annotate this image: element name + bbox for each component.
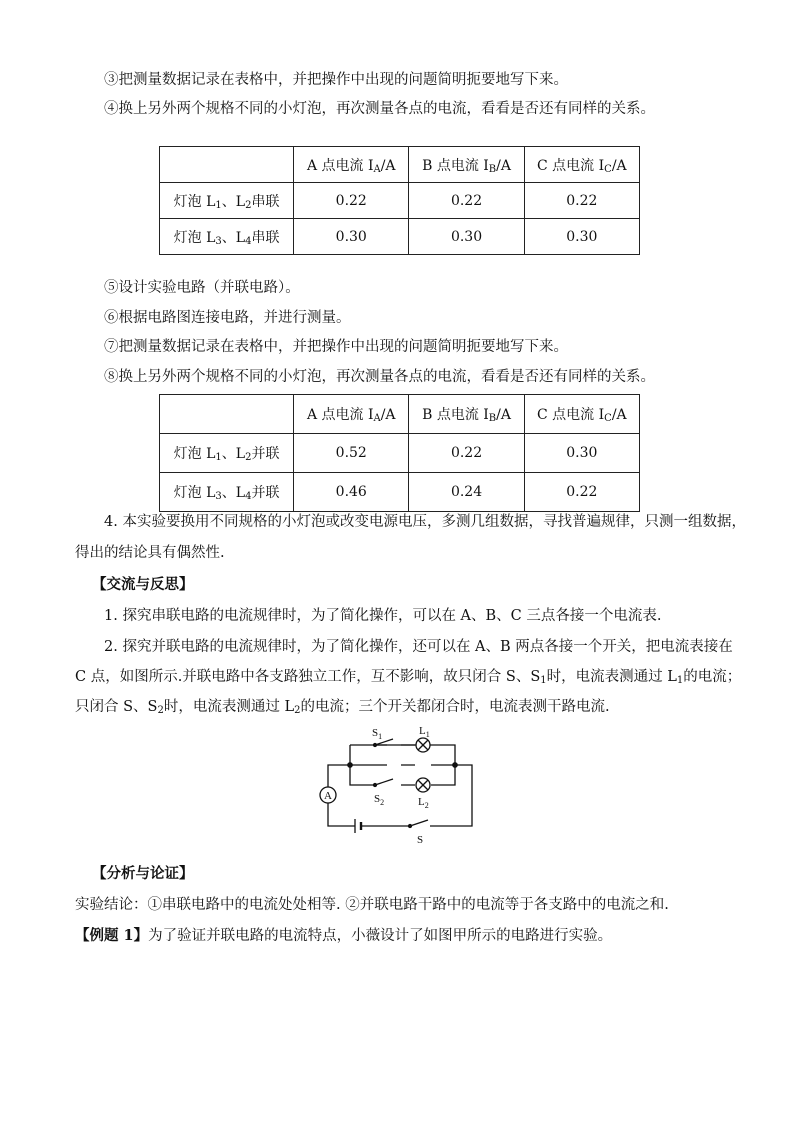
header-a: A 点电流 $I_A/A$ — [294, 147, 409, 183]
reflect-2-line-1: 2. 探究并联电路的电流规律时，为了简化操作，还可以在 A、B 两点各接一个开关，把电流表接在 — [104, 639, 733, 655]
row-label: 灯泡 $L_1$、$L_2$串联 — [160, 183, 294, 219]
l2-label: $L_2$ — [418, 796, 429, 810]
cell-value: 0.22 — [524, 183, 639, 219]
example-1 — [75, 926, 612, 946]
reflect-1: 1. 探究串联电路的电流规律时，为了简化操作，可以在 A、B、C 三点各接一个电流表. — [104, 608, 662, 624]
step-3: ③把测量数据记录在表格中，并把操作中出现的问题简明扼要地写下来。 — [104, 72, 568, 88]
cell-value: 0.22 — [294, 183, 409, 219]
l1-label: $L_1$ — [419, 725, 430, 739]
series-current-table — [159, 146, 640, 255]
cell-value: 0.52 — [294, 434, 409, 473]
section-heading-reflect: 【交流与反思】 — [92, 576, 194, 593]
cell-value: 0.46 — [294, 473, 409, 512]
reflect-2-line-3: 只闭合 S、$S_2$时，电流表测通过 $L_2$的电流；三个开关都闭合时，电流表测干路电流. — [75, 699, 610, 716]
row-label: 灯泡 $L_1$、$L_2$并联 — [160, 434, 294, 473]
cell-value: 0.24 — [409, 473, 524, 512]
table-row — [160, 473, 640, 512]
table-row — [160, 219, 640, 255]
step-5: ⑤设计实验电路（并联电路）。 — [104, 280, 300, 296]
section-heading-analysis: 【分析与论证】 — [92, 865, 194, 882]
step-4: ④换上另外两个规格不同的小灯泡，再次测量各点的电流，看看是否还有同样的关系。 — [104, 101, 655, 117]
battery-icon — [355, 819, 410, 833]
note-4-line-1: 4. 本实验要换用不同规格的小灯泡或改变电源电压，多测几组数据，寻找普遍规律，只测一组数据， — [104, 514, 746, 530]
step-8: ⑧换上另外两个规格不同的小灯泡，再次测量各点的电流，看看是否还有同样的关系。 — [104, 369, 655, 385]
switch-s-icon — [409, 820, 429, 828]
example-label: 【例题 1】 — [75, 927, 149, 944]
row-label: 灯泡 $L_3$、$L_4$串联 — [160, 219, 294, 255]
header-b: B 点电流 $I_B/A$ — [409, 395, 524, 434]
header-a: A 点电流 $I_A/A$ — [294, 395, 409, 434]
cell-value: 0.22 — [524, 473, 639, 512]
s2-label: $S_2$ — [374, 793, 385, 807]
s-label: S — [417, 834, 424, 846]
header-c: C 点电流 $I_C/A$ — [524, 395, 639, 434]
table-header-row — [160, 395, 640, 434]
cell-value: 0.30 — [409, 219, 524, 255]
parallel-circuit-diagram — [315, 720, 495, 850]
row-label: 灯泡 $L_3$、$L_4$并联 — [160, 473, 294, 512]
cell-value: 0.30 — [294, 219, 409, 255]
header-b: B 点电流 $I_B/A$ — [409, 147, 524, 183]
conclusion: 实验结论：①串联电路中的电流处处相等. ②并联电路干路中的电流等于各支路中的电流之和. — [75, 897, 669, 913]
note-4-line-2: 得出的结论具有偶然性. — [75, 545, 225, 561]
parallel-current-table — [159, 394, 640, 512]
step-7: ⑦把测量数据记录在表格中，并把操作中出现的问题简明扼要地写下来。 — [104, 339, 568, 355]
ammeter-label: A — [324, 790, 332, 802]
reflect-2-line-2: C 点，如图所示.并联电路中各支路独立工作，互不影响，故只闭合 S、$S_1$时，电流表测通过 $L_1$的电流； — [75, 669, 742, 686]
cell-value: 0.22 — [409, 183, 524, 219]
lamp-l1-icon — [416, 738, 430, 752]
cell-value: 0.22 — [409, 434, 524, 473]
switch-s2-icon — [374, 779, 394, 787]
lamp-l2-icon — [416, 778, 430, 792]
table-row — [160, 183, 640, 219]
header-c: C 点电流 $I_C/A$ — [524, 147, 639, 183]
table-header-row — [160, 147, 640, 183]
cell-value: 0.30 — [524, 219, 639, 255]
step-6: ⑥根据电路图连接电路，并进行测量。 — [104, 310, 351, 326]
cell-value: 0.30 — [524, 434, 639, 473]
example-text: 为了验证并联电路的电流特点，小薇设计了如图甲所示的电路进行实验。 — [148, 928, 613, 944]
s1-label: $S_1$ — [372, 727, 383, 741]
table-row — [160, 434, 640, 473]
